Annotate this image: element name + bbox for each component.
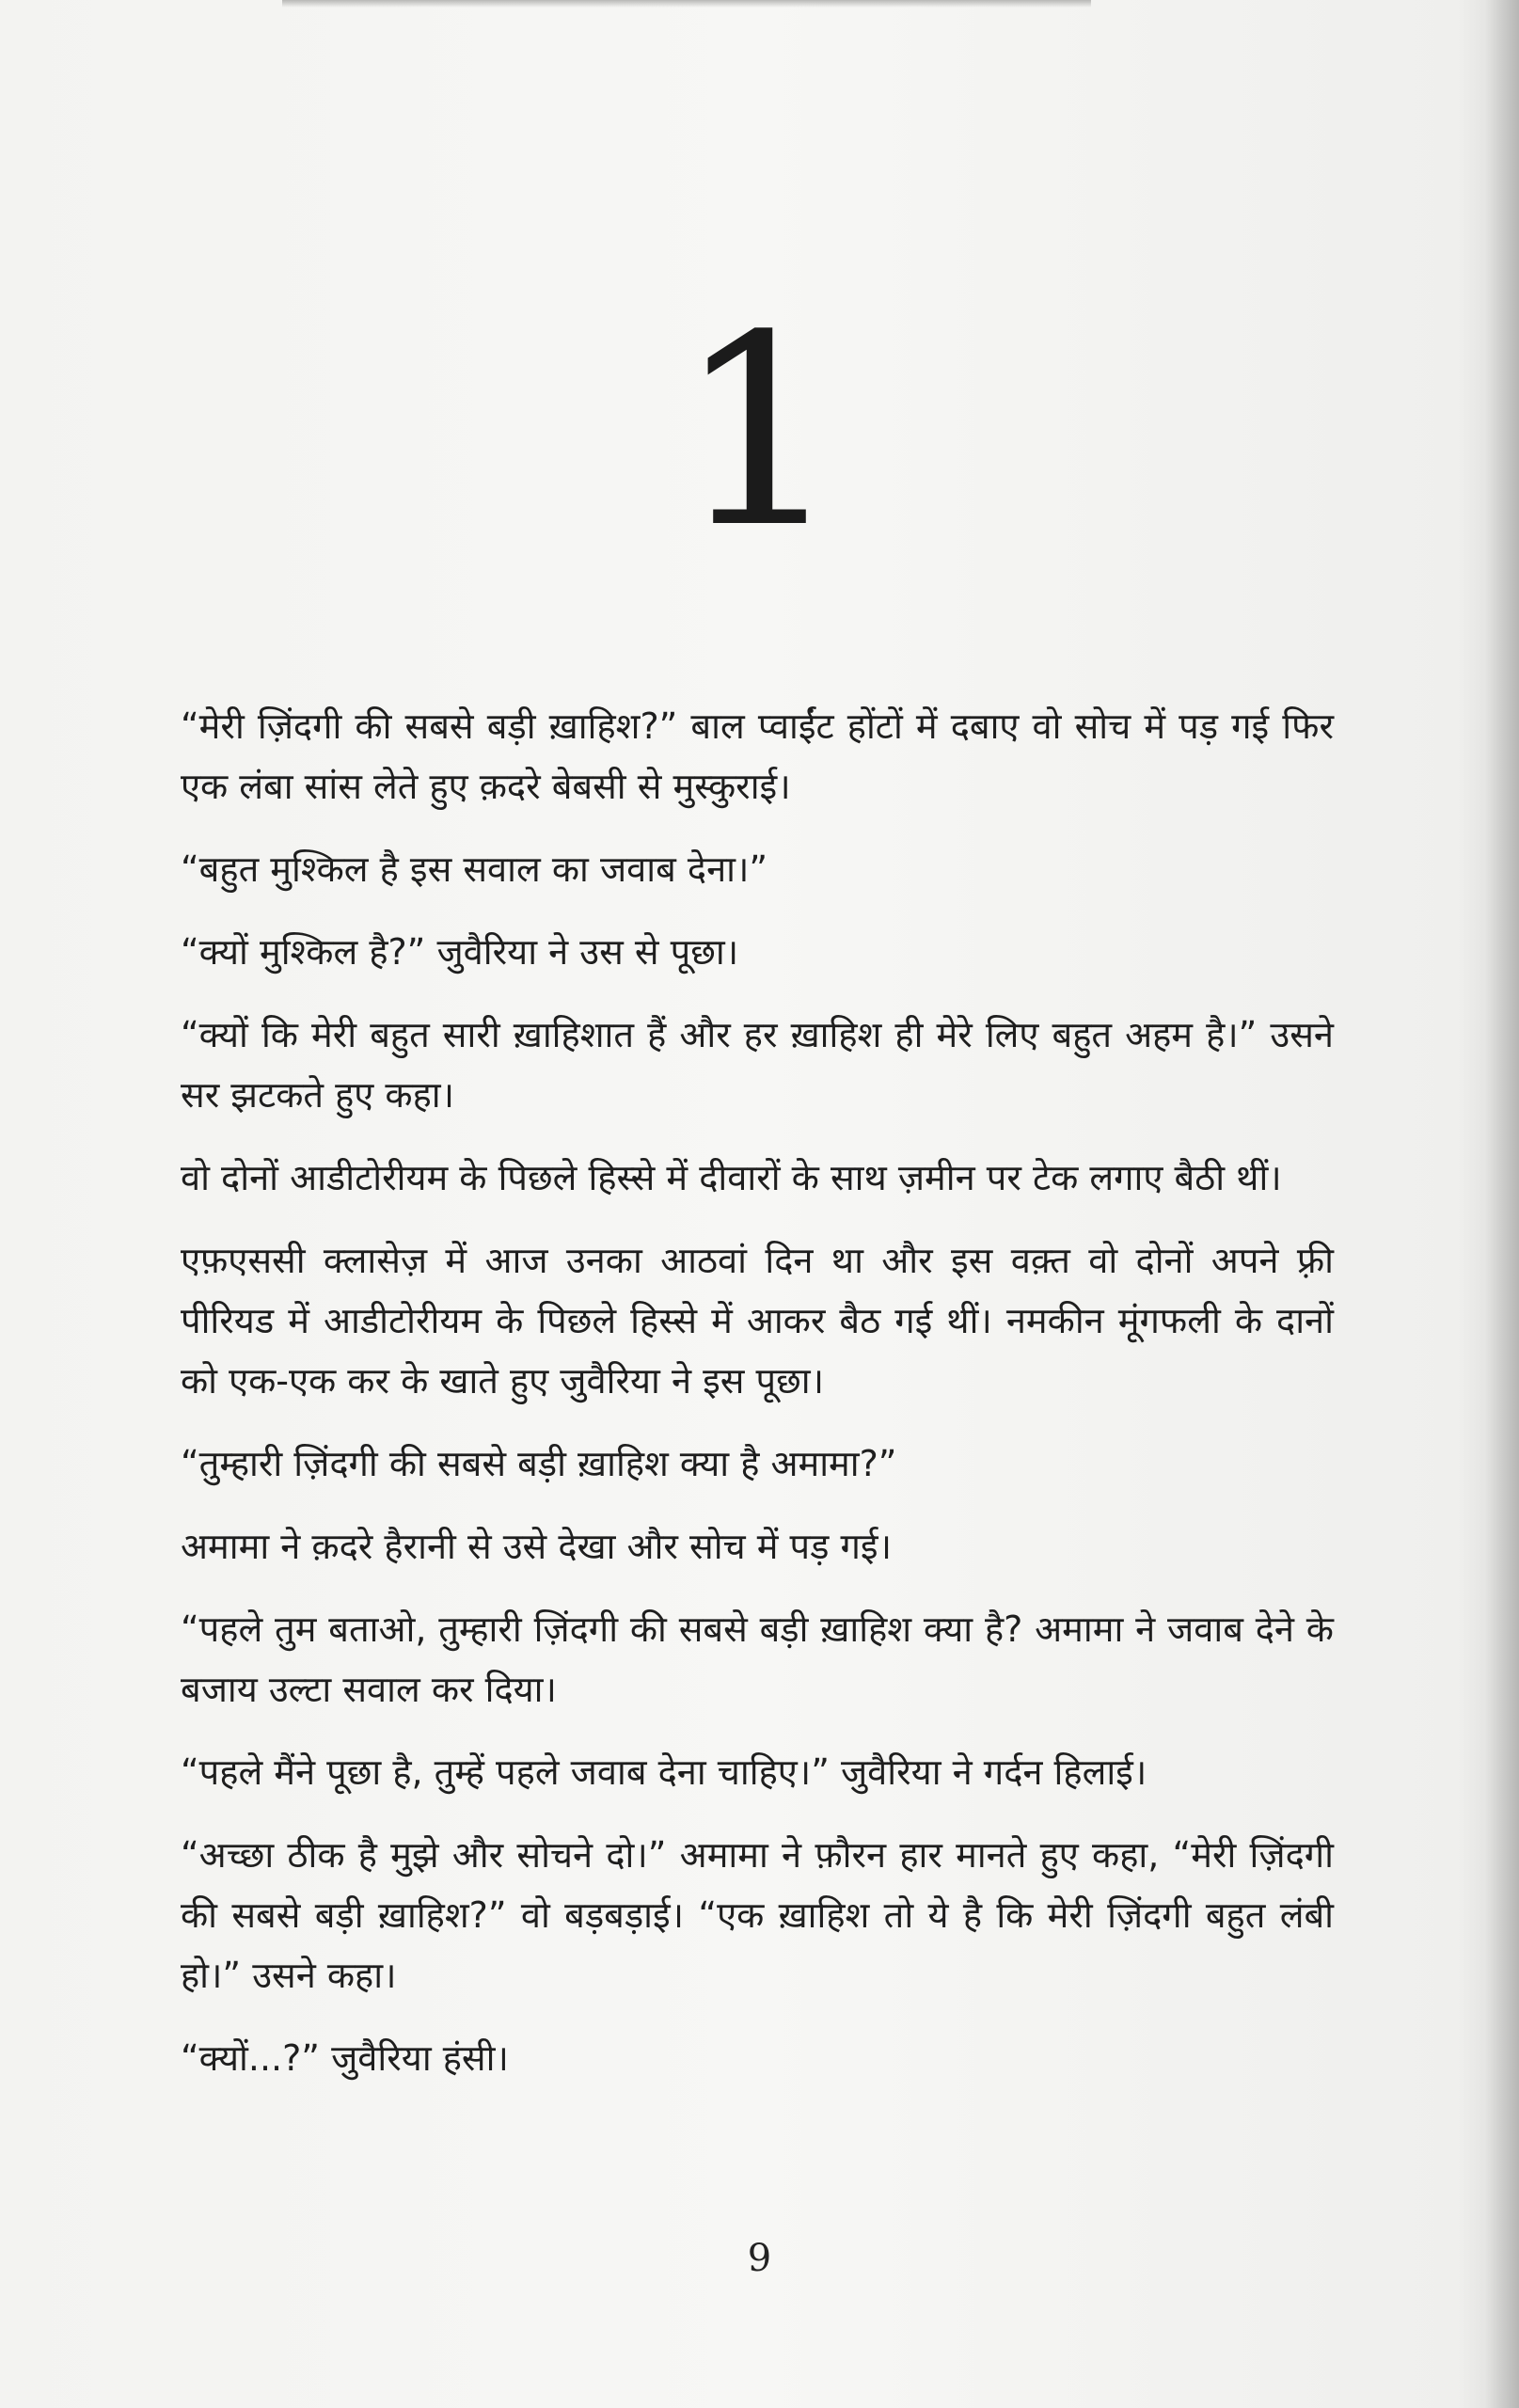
paragraph: “पहले तुम बताओ, तुम्हारी ज़िंदगी की सबसे बड़ी ख़ाहिश क्या है? अमामा ने जवाब देने के बजाय उल्टा सवाल कर दिया।	[181, 1608, 1334, 1710]
page-number: 9	[747, 2237, 772, 2280]
paragraph: “मेरी ज़िंदगी की सबसे बड़ी ख़ाहिश?” बाल प्वाईंट होंटों में दबाए वो सोच में पड़ गई फिर एक लंबा सांस लेते हुए क़दरे बेबसी से मुस्कुराई।	[181, 705, 1334, 807]
paragraph: “क्यों कि मेरी बहुत सारी ख़ाहिशात हैं और हर ख़ाहिश ही मेरे लिए बहुत अहम है।” उसने सर झटकते हुए कहा।	[181, 1014, 1334, 1116]
paragraph: अमामा ने क़दरे हैरानी से उसे देखा और सोच में पड़ गई।	[181, 1526, 892, 1567]
paragraph: वो दोनों आडीटोरीयम के पिछले हिस्से में दीवारों के साथ ज़मीन पर टेक लगाए बैठी थीं।	[181, 1157, 1282, 1198]
chapter-number: 1	[675, 279, 844, 586]
paragraph: “क्यों...?” जुवैरिया हंसी।	[181, 2037, 509, 2079]
paragraph: “अच्छा ठीक है मुझे और सोचने दो।” अमामा ने फ़ौरन हार मानते हुए कहा, “मेरी ज़िंदगी की सबसे बड़ी ख़ाहिश?” वो बड़बड़ाई। “एक ख़ाहिश तो ये है कि मेरी ज़िंदगी बहुत लंबी हो।” उसने कहा।	[181, 1834, 1334, 1996]
paragraph: “तुम्हारी ज़िंदगी की सबसे बड़ी ख़ाहिश क्या है अमामा?”	[181, 1443, 897, 1484]
paragraph: “पहले मैंने पूछा है, तुम्हें पहले जवाब देना चाहिए।” जुवैरिया ने गर्दन हिलाई।	[181, 1751, 1147, 1793]
paragraph: “क्यों मुश्किल है?” जुवैरिया ने उस से पूछा।	[181, 931, 739, 973]
paragraph: एफ़एससी क्लासेज़ में आज उनका आठवां दिन था और इस वक़्त वो दोनों अपने फ़्री पीरियड में आडीटोरीयम के पिछले हिस्से में आकर बैठ गई थीं। नमकीन मूंगफली के दानों को एक-एक कर के खाते हुए जुवैरिया ने इस पूछा।	[181, 1240, 1334, 1402]
chapter-body	[181, 696, 1334, 2111]
page-top-edge	[282, 0, 1091, 8]
paragraph: “बहुत मुश्किल है इस सवाल का जवाब देना।”	[181, 848, 768, 890]
